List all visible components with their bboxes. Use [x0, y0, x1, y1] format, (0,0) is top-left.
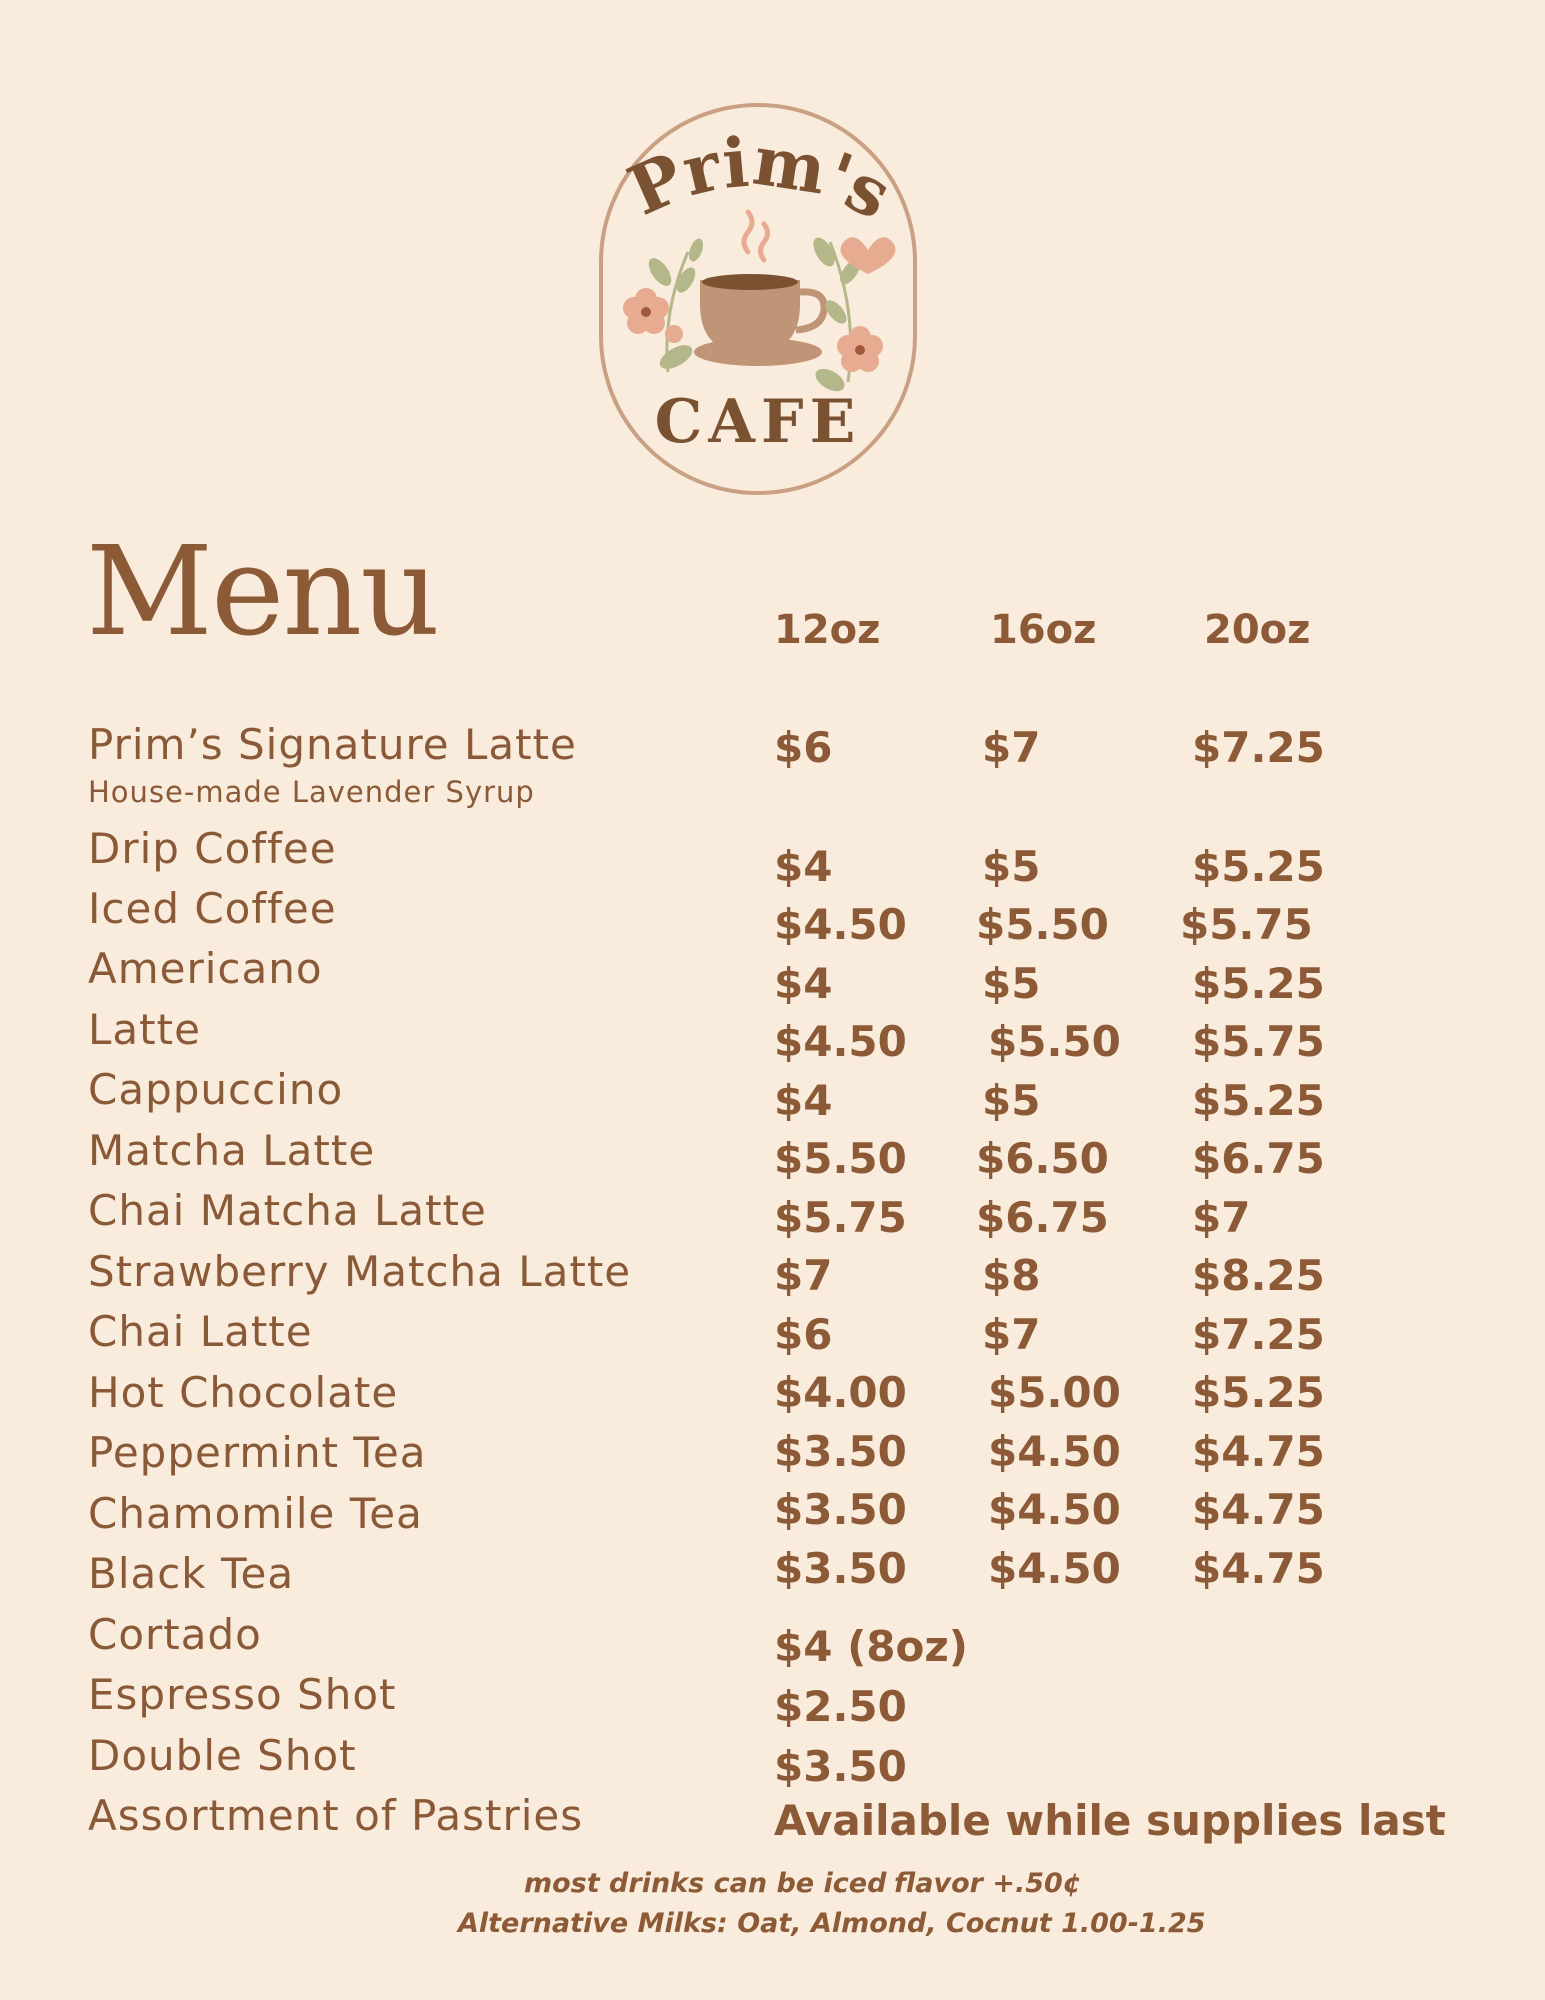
price-12oz: $4 [774, 959, 833, 1008]
price-16oz: $8 [982, 1251, 1041, 1300]
menu-title: Menu [86, 520, 439, 664]
price-16oz: $5.50 [988, 1017, 1121, 1066]
price-16oz: $4.50 [988, 1544, 1121, 1593]
size-header-16oz: 16oz [990, 607, 1097, 653]
iced-note: most drinks can be iced [524, 1868, 887, 1899]
price-20oz: $7.25 [1192, 1310, 1325, 1359]
price-text: $2.50 [774, 1682, 907, 1731]
menu-item-name: Chamomile Tea [88, 1489, 423, 1538]
price-12oz: $3.50 [774, 1485, 907, 1534]
menu-item-name: Peppermint Tea [88, 1428, 427, 1477]
item-note: House-made Lavender Syrup [88, 775, 535, 809]
price-20oz: $6.75 [1192, 1134, 1325, 1183]
menu-item-name: Cortado [88, 1610, 262, 1659]
menu-item-name: Chai Latte [88, 1307, 313, 1356]
price-16oz: $5.50 [976, 900, 1109, 949]
price-16oz: $4.50 [988, 1427, 1121, 1476]
menu-item-name: Strawberry Matcha Latte [88, 1247, 632, 1296]
price-12oz: $7 [774, 1251, 833, 1300]
price-16oz: $5 [982, 959, 1041, 1008]
size-header-20oz: 20oz [1204, 607, 1311, 653]
coffee-cup-icon [700, 280, 800, 354]
price-12oz: $4.50 [774, 1017, 907, 1066]
price-16oz: $7 [982, 723, 1041, 772]
price-16oz: $7 [982, 1310, 1041, 1359]
menu-item-name: Latte [88, 1005, 201, 1054]
price-12oz: $6 [774, 723, 833, 772]
price-12oz: $4.50 [774, 900, 907, 949]
price-20oz: $5.25 [1192, 959, 1325, 1008]
price-16oz: $6.50 [976, 1134, 1109, 1183]
price-20oz: $4.75 [1192, 1544, 1325, 1593]
price-20oz: $7 [1192, 1193, 1251, 1242]
price-12oz: $5.50 [774, 1134, 907, 1183]
menu-item-name: Americano [88, 944, 323, 993]
price-12oz: $6 [774, 1310, 833, 1359]
price-20oz: $5.25 [1192, 1076, 1325, 1125]
price-20oz: $5.75 [1192, 1017, 1325, 1066]
price-16oz: $6.75 [976, 1193, 1109, 1242]
price-16oz: $5 [982, 842, 1041, 891]
price-20oz: $5.25 [1192, 1368, 1325, 1417]
menu-item-name: Prim’s Signature Latte [88, 720, 577, 769]
price-20oz: $5.75 [1180, 900, 1313, 949]
price-12oz: $4.00 [774, 1368, 907, 1417]
price-20oz: $4.75 [1192, 1427, 1325, 1476]
price-12oz: $4 [774, 1076, 833, 1125]
menu-item-name: Black Tea [88, 1549, 295, 1598]
price-text: $3.50 [774, 1742, 907, 1791]
price-16oz: $5 [982, 1076, 1041, 1125]
cafe-logo [598, 102, 918, 496]
steam-icon [744, 212, 752, 252]
price-20oz: $4.75 [1192, 1485, 1325, 1534]
price-text: Available while supplies last [774, 1796, 1446, 1845]
menu-item-name: Espresso Shot [88, 1670, 397, 1719]
price-16oz: $4.50 [988, 1485, 1121, 1534]
menu-item-name: Hot Chocolate [88, 1368, 399, 1417]
left-floral-icon [623, 237, 706, 374]
price-20oz: $8.25 [1192, 1251, 1325, 1300]
price-12oz: $5.75 [774, 1193, 907, 1242]
price-16oz: $5.00 [988, 1368, 1121, 1417]
menu-item-name: Drip Coffee [88, 824, 337, 873]
price-20oz: $5.25 [1192, 842, 1325, 891]
price-12oz: $3.50 [774, 1427, 907, 1476]
menu-item-name: Cappuccino [88, 1065, 344, 1114]
price-12oz: $4 [774, 842, 833, 891]
logo-bottom-text: CAFE [654, 387, 862, 457]
menu-item-name: Chai Matcha Latte [88, 1186, 487, 1235]
menu-item-name: Iced Coffee [88, 884, 337, 933]
price-20oz: $7.25 [1192, 723, 1325, 772]
price-12oz: $3.50 [774, 1544, 907, 1593]
menu-item-name: Matcha Latte [88, 1126, 376, 1175]
size-header-12oz: 12oz [774, 607, 881, 653]
flavor-note: flavor +.50¢ [894, 1868, 1082, 1899]
menu-item-name: Assortment of Pastries [88, 1791, 584, 1840]
logo-top-text: Prim's [617, 120, 904, 236]
price-text: $4 (8oz) [774, 1622, 968, 1671]
menu-item-name: Double Shot [88, 1731, 357, 1780]
milk-note: Alternative Milks: Oat, Almond, Cocnut 1.00-1.25 [458, 1908, 1206, 1939]
